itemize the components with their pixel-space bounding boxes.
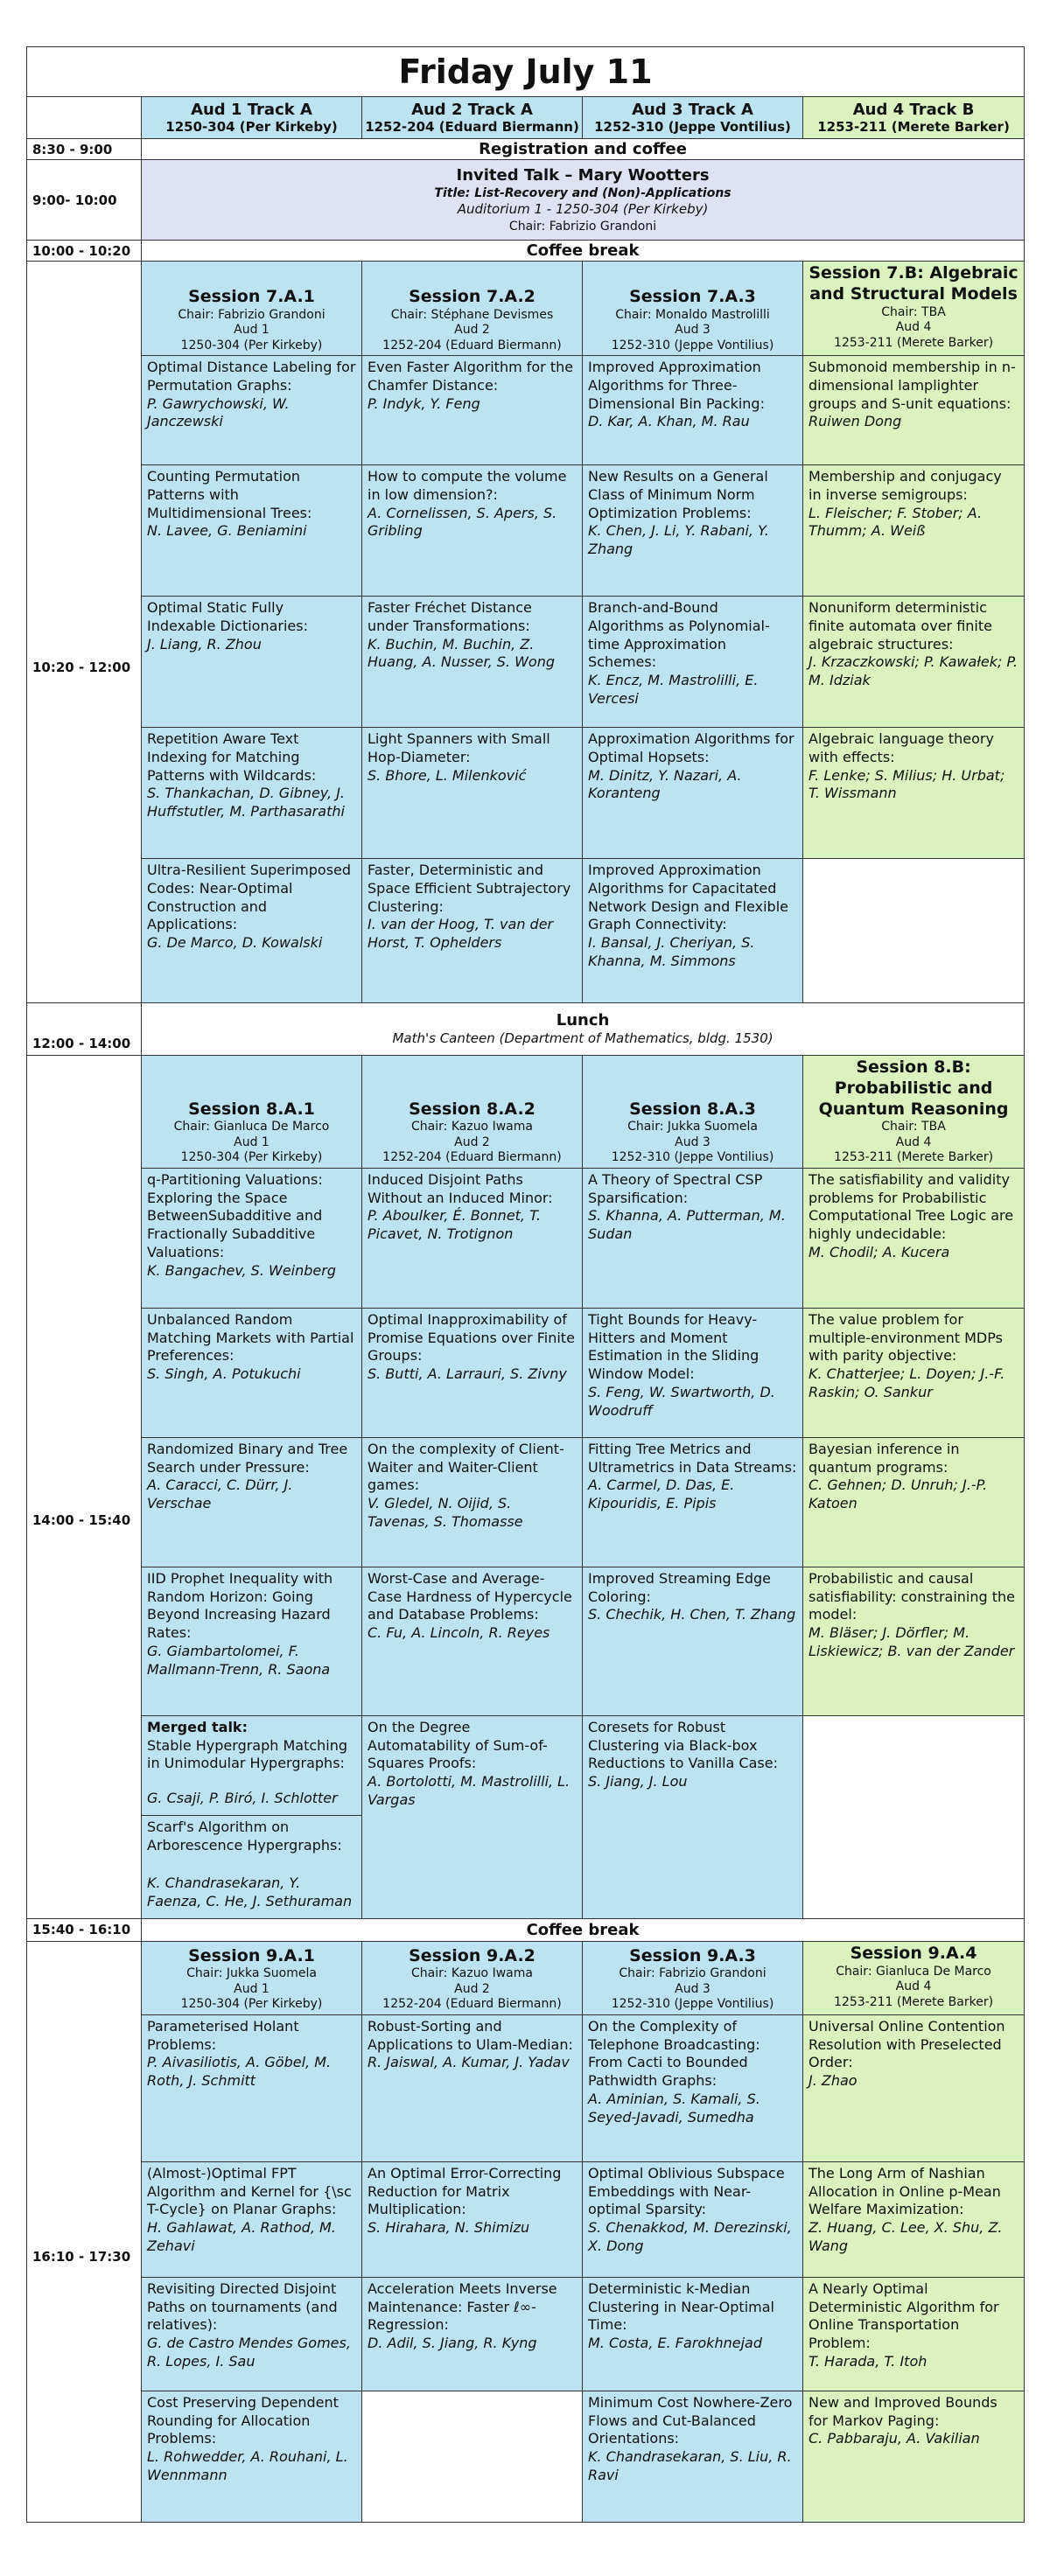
session-chair: Chair: TBA (881, 1120, 946, 1134)
paper-authors: D. Kar, A. Khan, M. Rau (588, 413, 750, 430)
session-name: Session 8.A.1 (188, 1099, 315, 1119)
paper-title: Light Spanners with Small Hop-Diameter: (368, 730, 550, 765)
session-aud: Aud 2 (454, 1981, 490, 1996)
session-header-1 (142, 1941, 362, 2014)
auditorium-header-row (27, 97, 1025, 139)
paper-title: Cost Preserving Dependent Rounding for Allocation Problems: (147, 2393, 339, 2447)
paper-title: An Optimal Error-Correcting Reduction for Matrix Multiplication: (368, 2164, 562, 2218)
paper-authors: S. Chechik, H. Chen, T. Zhang (588, 1606, 796, 1623)
session-room: 1252-310 (Jeppe Vontilius) (611, 1150, 774, 1165)
paper-title: q-Partitioning Valuations: Exploring the Space BetweenSubadditive and Fractionally Subadditive Valuations: (147, 1170, 323, 1260)
table-row (27, 597, 1025, 728)
session-header-row (27, 1941, 1025, 2014)
session-chair: Chair: Jukka Suomela (627, 1120, 758, 1134)
aud-header-2: Aud 2 Track A 1252-204 (Eduard Biermann) (362, 97, 583, 139)
paper-cell (142, 728, 362, 859)
paper-title: IID Prophet Inequality with Random Horizon: Going Beyond Increasing Hazard Rates: (147, 1569, 333, 1642)
session-room: 1252-204 (Eduard Biermann) (382, 338, 562, 353)
session-room: 1250-304 (Per Kirkeby) (180, 1997, 323, 2012)
paper-cell (583, 1168, 803, 1308)
paper-title: Faster Fréchet Distance under Transformations: (368, 599, 532, 634)
session-header-2 (362, 1941, 583, 2014)
lunch-location: Math's Canteen (Department of Mathematics, bldg. 1530) (392, 1030, 774, 1047)
paper-cell (142, 2161, 362, 2277)
invited-chair: Chair: Fabrizio Grandoni (508, 219, 657, 234)
paper-authors: J. Krzaczkowski; P. Kawałek; P. M. Idziak (808, 653, 1018, 689)
table-row (27, 356, 1025, 465)
paper-cell (803, 2014, 1025, 2161)
paper-title: Bayesian inference in quantum programs: (808, 1440, 960, 1476)
session-chair: Chair: Gianluca De Marco (836, 1964, 991, 1979)
session-name: Session 8.A.2 (409, 1099, 536, 1119)
paper-title: Deterministic k-Median Clustering in Near-Optimal Time: (588, 2279, 774, 2334)
session-room: 1252-310 (Jeppe Vontilius) (611, 338, 774, 353)
table-row (27, 465, 1025, 597)
paper-cell (142, 1567, 362, 1715)
session-header-2 (362, 262, 583, 356)
paper-authors: K. Buchin, M. Buchin, Z. Huang, A. Nusser, S. Wong (368, 635, 555, 671)
paper-title: Algebraic language theory with effects: (808, 730, 994, 765)
paper-cell (362, 2161, 583, 2277)
session-aud: Aud 1 (234, 1981, 270, 1996)
session-name: Session 9.A.4 (850, 1943, 977, 1963)
paper-title: New and Improved Bounds for Markov Paging: (808, 2393, 998, 2429)
aud-header-1: Aud 1 Track A 1250-304 (Per Kirkeby) (142, 97, 362, 139)
table-row (27, 859, 1025, 1003)
paper-cell (803, 1308, 1025, 1437)
table-row (27, 2014, 1025, 2161)
paper-cell (362, 1567, 583, 1715)
session-chair: Chair: Gianluca De Marco (173, 1120, 330, 1134)
paper-title: Optimal Inapproximability of Promise Equations over Finite Groups: (368, 1310, 575, 1365)
paper-authors: I. van der Hoog, T. van der Horst, T. Ophelders (368, 916, 554, 952)
session-chair: Chair: Monaldo Mastrolilli (615, 307, 770, 322)
paper-cell (362, 2014, 583, 2161)
session-chair: Chair: Kazuo Iwama (411, 1966, 533, 1981)
paper-cell (803, 1168, 1025, 1308)
session-room: 1253-211 (Merete Barker) (834, 335, 994, 350)
table-row (27, 1567, 1025, 1715)
paper-authors: C. Pabbaraju, A. Vakilian (808, 2430, 980, 2447)
coffee-break: Coffee break (142, 1918, 1025, 1941)
paper-title: On the Complexity of Telephone Broadcasting: From Cacti to Bounded Pathwidth Graphs: (588, 2017, 760, 2090)
paper-title: Ultra-Resilient Superimposed Codes: Near-Optimal Construction and Applications: (147, 862, 352, 933)
session-header-3 (583, 1056, 803, 1169)
session-header-1 (142, 262, 362, 356)
paper-cell (803, 2391, 1025, 2522)
paper-title: Revisiting Directed Disjoint Paths on tournaments (and relatives): (147, 2279, 338, 2334)
paper-authors: G. De Marco, D. Kowalski (147, 934, 323, 952)
paper-title: On the Degree Automatability of Sum-of-Squares Proofs: (368, 1718, 548, 1772)
paper-title: Parameterised Holant Problems: (147, 2017, 299, 2053)
session-room: 1252-204 (Eduard Biermann) (382, 1150, 562, 1165)
session-header-4 (803, 262, 1025, 356)
paper-authors: A. Cornelissen, S. Apers, S. Gribling (368, 504, 557, 540)
paper-authors: A. Bortolotti, M. Mastrolilli, L. Vargas (368, 1773, 570, 1808)
paper-authors: A. Aminian, S. Kamali, S. Seyed-Javadi, Sumedha (588, 2090, 760, 2126)
paper-authors: S. Butti, A. Larrauri, S. Zivny (368, 1365, 567, 1383)
paper-title: Worst-Case and Average-Case Hardness of Hypercycle and Database Problems: (368, 1569, 572, 1623)
paper-title: The value problem for multiple-environment MDPs with parity objective: (808, 1310, 1003, 1365)
merged-talk-label: Merged talk: (147, 1718, 248, 1735)
session-header-4 (803, 1941, 1025, 2014)
paper-title: On the complexity of Client-Waiter and Waiter-Client games: (368, 1440, 564, 1494)
session-aud: Aud 3 (675, 323, 710, 337)
session-room: 1250-304 (Per Kirkeby) (180, 338, 323, 353)
session-header-2 (362, 1056, 583, 1169)
paper-authors: P. Gawrychowski, W. Janczewski (147, 394, 290, 430)
paper-cell (803, 728, 1025, 859)
paper-title: Counting Permutation Patterns with Multidimensional Trees: (147, 468, 312, 521)
paper-authors: S. Singh, A. Potukuchi (147, 1365, 301, 1383)
paper-title: Stable Hypergraph Matching in Unimodular Hypergraphs: (147, 1736, 348, 1772)
paper-title: Improved Approximation Algorithms for Three-Dimensional Bin Packing: (588, 359, 765, 412)
paper-authors: D. Adil, S. Jiang, R. Kyng (368, 2335, 537, 2352)
session-aud: Aud 2 (454, 323, 490, 337)
session-room: 1252-310 (Jeppe Vontilius) (611, 1997, 774, 2012)
paper-cell (362, 1168, 583, 1308)
paper-authors: G. Giambartolomei, F. Mallmann-Trenn, R. Saona (147, 1642, 331, 1678)
session-aud: Aud 4 (895, 320, 932, 334)
paper-cell (803, 2161, 1025, 2277)
session-header-1 (142, 1056, 362, 1169)
time-slot: 16:10 - 17:30 (27, 1941, 142, 2522)
paper-title: Optimal Static Fully Indexable Dictionaries: (147, 599, 308, 634)
paper-authors: S. Chenakkod, M. Derezinski, X. Dong (588, 2219, 792, 2254)
paper-title: Faster, Deterministic and Space Efficient Subtrajectory Clustering: (368, 862, 571, 915)
paper-cell (803, 465, 1025, 597)
paper-authors: M. Costa, E. Farokhnejad (588, 2335, 762, 2352)
session-name: Session 8.A.3 (629, 1099, 756, 1119)
paper-cell (583, 465, 803, 597)
paper-authors: K. Encz, M. Mastrolilli, E. Vercesi (588, 672, 759, 707)
table-row (27, 2161, 1025, 2277)
session-room: 1253-211 (Merete Barker) (834, 1994, 994, 2009)
paper-cell (362, 1715, 583, 1918)
session-name: Session 7.A.3 (629, 286, 756, 306)
aud-header-4: Aud 4 Track B 1253-211 (Merete Barker) (803, 97, 1025, 139)
paper-cell (583, 2277, 803, 2391)
paper-cell (583, 859, 803, 1003)
paper-authors: S. Feng, W. Swartworth, D. Woodruff (588, 1383, 775, 1419)
session-header-4 (803, 1056, 1025, 1169)
session-name: Session 8.B: Probabilistic and Quantum Reasoning (818, 1058, 1009, 1119)
lunch-title: Lunch (556, 1011, 610, 1030)
aud-header-3: Aud 3 Track A 1252-310 (Jeppe Vontilius) (583, 97, 803, 139)
paper-authors: J. Liang, R. Zhou (147, 635, 262, 653)
paper-title: (Almost-)Optimal FPT Algorithm and Kernel for {\sc T-Cycle} on Planar Graphs: (147, 2164, 352, 2218)
paper-cell (142, 2014, 362, 2161)
session-aud: Aud 4 (895, 1979, 932, 1993)
paper-title: Robust-Sorting and Applications to Ulam-Median: (368, 2017, 573, 2053)
session-room: 1253-211 (Merete Barker) (834, 1150, 994, 1165)
time-slot: 15:40 - 16:10 (27, 1918, 142, 1941)
paper-title: A Nearly Optimal Deterministic Algorithm for Online Transportation Problem: (808, 2279, 999, 2352)
paper-authors: Z. Huang, C. Lee, X. Shu, Z. Wang (808, 2219, 1003, 2254)
paper-authors: I. Bansal, J. Cheriyan, S. Khanna, M. Simmons (588, 934, 755, 969)
paper-cell (583, 597, 803, 728)
paper-title: How to compute the volume in low dimension?: (368, 468, 567, 503)
session-name: Session 7.A.2 (409, 286, 536, 306)
paper-authors: N. Lavee, G. Beniamini (147, 522, 307, 540)
paper-title: A Theory of Spectral CSP Sparsification: (588, 1170, 763, 1206)
paper-authors: L. Rohwedder, A. Rouhani, L. Wennmann (147, 2448, 348, 2483)
paper-cell (803, 1437, 1025, 1567)
paper-title: Randomized Binary and Tree Search under Pressure: (147, 1440, 348, 1476)
time-slot: 14:00 - 15:40 (27, 1056, 142, 1919)
paper-cell (583, 1715, 803, 1918)
paper-title: Nonuniform deterministic finite automata over finite algebraic structures: (808, 599, 992, 653)
session-name: Session 9.A.2 (409, 1945, 536, 1965)
session-name: Session 7.A.1 (188, 286, 315, 306)
paper-authors: A. Caracci, C. Dürr, J. Verschae (147, 1476, 293, 1512)
paper-authors: S. Khanna, A. Putterman, M. Sudan (588, 1207, 786, 1243)
paper-authors: J. Zhao (808, 2072, 858, 2090)
registration-row: Registration and coffee (142, 139, 1025, 160)
paper-cell (803, 356, 1025, 465)
paper-cell (142, 356, 362, 465)
paper-title: Tight Bounds for Heavy-Hitters and Moment Estimation in the Sliding Window Model: (588, 1310, 760, 1383)
paper-authors: A. Carmel, D. Das, E. Kipouridis, E. Pipis (588, 1476, 735, 1512)
paper-cell (142, 465, 362, 597)
session-chair: Chair: Fabrizio Grandoni (619, 1966, 766, 1981)
paper-cell (362, 1437, 583, 1567)
paper-cell (362, 1308, 583, 1437)
session-chair: Chair: Stéphane Devismes (390, 307, 554, 322)
session-aud: Aud 2 (454, 1134, 490, 1149)
paper-cell (362, 2277, 583, 2391)
paper-cell (142, 1437, 362, 1567)
paper-authors: S. Bhore, L. Milenković (368, 766, 527, 784)
paper-authors: M. Chodil; A. Kucera (808, 1243, 950, 1260)
table-row (27, 1308, 1025, 1437)
paper-title: Coresets for Robust Clustering via Black-box Reductions to Vanilla Case: (588, 1718, 778, 1772)
paper-authors: F. Lenke; S. Milius; H. Urbat; T. Wissmann (808, 766, 1005, 802)
paper-authors: T. Harada, T. Itoh (808, 2352, 928, 2370)
paper-cell (142, 597, 362, 728)
page-title: Friday July 11 (27, 47, 1025, 97)
session-room: 1250-304 (Per Kirkeby) (180, 1150, 323, 1165)
session-header-row (27, 1056, 1025, 1169)
empty-cell (803, 1715, 1025, 1918)
paper-title: The satisfiability and validity problems for Probabilistic Computational Tree Logic are highly undecidable: (808, 1170, 1014, 1243)
time-slot: 10:20 - 12:00 (27, 262, 142, 1003)
paper-authors: M. Bläser; J. Dörfler; M. Liskiewicz; B. van der Zander (808, 1624, 1015, 1659)
table-row (27, 1437, 1025, 1567)
paper-title: Membership and conjugacy in inverse semigroups: (808, 468, 1002, 503)
paper-cell (583, 1567, 803, 1715)
paper-title: Approximation Algorithms for Optimal Hopsets: (588, 730, 794, 765)
paper-cell (142, 1308, 362, 1437)
paper-cell (362, 597, 583, 728)
schedule-table (26, 46, 1025, 2523)
merged-talk-cell (142, 1715, 362, 1918)
paper-cell (142, 2391, 362, 2522)
table-row (27, 1715, 1025, 1918)
empty-cell (803, 859, 1025, 1003)
paper-title: Minimum Cost Nowhere-Zero Flows and Cut-Balanced Orientations: (588, 2393, 793, 2447)
session-aud: Aud 1 (234, 1134, 270, 1149)
paper-title: New Results on a General Class of Minimum Norm Optimization Problems: (588, 468, 768, 521)
paper-title: Optimal Distance Labeling for Permutation Graphs: (147, 359, 356, 394)
session-name: Session 7.B: Algebraic and Structural Models (808, 263, 1018, 304)
paper-title: Even Faster Algorithm for the Chamfer Distance: (368, 359, 574, 394)
paper-authors: Ruiwen Dong (808, 413, 902, 430)
paper-authors: R. Jaiswal, A. Kumar, J. Yadav (368, 2054, 570, 2071)
invited-title: Invited Talk – Mary Wootters (456, 165, 710, 185)
time-slot: 10:00 - 10:20 (27, 241, 142, 262)
paper-title: Universal Online Contention Resolution with Preselected Order: (808, 2017, 1005, 2071)
paper-title: Improved Approximation Algorithms for Capacitated Network Design and Flexible Graph Connectivity: (588, 862, 788, 933)
session-chair: Chair: Jukka Suomela (186, 1966, 317, 1981)
session-name: Session 9.A.1 (188, 1945, 315, 1965)
paper-authors: S. Jiang, J. Lou (588, 1773, 688, 1791)
paper-authors: G. Csaji, P. Biró, I. Schlotter (147, 1789, 338, 1806)
paper-cell (362, 356, 583, 465)
paper-authors: S. Hirahara, N. Shimizu (368, 2219, 530, 2237)
coffee-break: Coffee break (142, 241, 1025, 262)
paper-authors: V. Gledel, N. Oijid, S. Tavenas, S. Thomasse (368, 1495, 523, 1530)
session-aud: Aud 1 (234, 323, 270, 337)
paper-cell (142, 859, 362, 1003)
paper-cell (362, 859, 583, 1003)
paper-authors: K. Chen, J. Li, Y. Rabani, Y. Zhang (588, 522, 769, 558)
paper-authors: H. Gahlawat, A. Rathod, M. Zehavi (147, 2219, 336, 2254)
paper-title: Branch-and-Bound Algorithms as Polynomial-time Approximation Schemes: (588, 599, 770, 671)
table-row (27, 1168, 1025, 1308)
paper-authors: C. Fu, A. Lincoln, R. Reyes (368, 1624, 550, 1642)
paper-authors: G. de Castro Mendes Gomes, R. Lopes, I. Sau (147, 2335, 351, 2370)
invited-talk (142, 160, 1025, 241)
paper-cell (583, 1437, 803, 1567)
paper-title: Fitting Tree Metrics and Ultrametrics in Data Streams: (588, 1440, 797, 1476)
paper-title: Induced Disjoint Paths Without an Induced Minor: (368, 1170, 553, 1206)
paper-authors: K. Chandrasekaran, Y. Faenza, C. He, J. Sethuraman (147, 1874, 353, 1909)
paper-cell (362, 728, 583, 859)
paper-authors: C. Gehnen; D. Unruh; J.-P. Katoen (808, 1476, 988, 1512)
invited-subtitle: Title: List-Recovery and (Non)-Applications (434, 186, 732, 201)
time-slot: 12:00 - 14:00 (27, 1003, 142, 1056)
paper-title: Probabilistic and causal satisfiability: constraining the model: (808, 1569, 1016, 1623)
session-chair: Chair: Fabrizio Grandoni (178, 307, 326, 322)
lunch-row (142, 1003, 1025, 1056)
paper-cell (803, 1567, 1025, 1715)
paper-title: Improved Streaming Edge Coloring: (588, 1569, 772, 1605)
paper-title: The Long Arm of Nashian Allocation in Online p-Mean Welfare Maximization: (808, 2164, 1001, 2218)
empty-cell (362, 2391, 583, 2522)
invited-location: Auditorium 1 - 1250-304 (Per Kirkeby) (457, 201, 709, 218)
session-aud: Aud 4 (895, 1134, 932, 1149)
paper-cell (583, 728, 803, 859)
paper-cell (803, 597, 1025, 728)
paper-authors: K. Chandrasekaran, S. Liu, R. Ravi (588, 2448, 792, 2483)
session-header-3 (583, 1941, 803, 2014)
paper-authors: K. Chatterjee; L. Doyen; J.-F. Raskin; O. Sankur (808, 1365, 1005, 1400)
paper-authors: K. Bangachev, S. Weinberg (147, 1261, 336, 1279)
paper-title: Optimal Oblivious Subspace Embeddings with Near-optimal Sparsity: (588, 2164, 785, 2218)
paper-authors: P. Aivasiliotis, A. Göbel, M. Roth, J. Schmitt (147, 2054, 332, 2090)
session-aud: Aud 3 (675, 1134, 710, 1149)
paper-title: Repetition Aware Text Indexing for Matching Patterns with Wildcards: (147, 730, 317, 784)
paper-authors: P. Aboulker, É. Bonnet, T. Picavet, N. Trotignon (368, 1207, 542, 1243)
paper-cell (803, 2277, 1025, 2391)
session-room: 1252-204 (Eduard Biermann) (382, 1997, 562, 2012)
paper-authors: L. Fleischer; F. Stober; A. Thumm; A. Weiß (808, 504, 983, 540)
session-chair: Chair: TBA (881, 304, 946, 319)
paper-title: Submonoid membership in n-dimensional lamplighter groups and S-unit equations: (808, 359, 1016, 412)
paper-title: Acceleration Meets Inverse Maintenance: Faster ℓ∞-Regression: (368, 2279, 557, 2334)
paper-cell (583, 356, 803, 465)
time-slot: 9:00- 10:00 (27, 160, 142, 241)
paper-authors: S. Thankachan, D. Gibney, J. Huffstutler, M. Parthasarathi (147, 785, 345, 820)
paper-title: Unbalanced Random Matching Markets with Partial Preferences: (147, 1310, 354, 1365)
session-header-row (27, 262, 1025, 356)
paper-cell (142, 1168, 362, 1308)
paper-cell (583, 2391, 803, 2522)
session-aud: Aud 3 (675, 1981, 710, 1996)
session-chair: Chair: Kazuo Iwama (411, 1120, 533, 1134)
table-row (27, 728, 1025, 859)
paper-authors: P. Indyk, Y. Feng (368, 394, 480, 412)
session-name: Session 9.A.3 (629, 1945, 756, 1965)
paper-authors: M. Dinitz, Y. Nazari, A. Koranteng (588, 766, 742, 802)
table-row (27, 2391, 1025, 2522)
paper-cell (362, 465, 583, 597)
paper-cell (583, 2161, 803, 2277)
session-header-3 (583, 262, 803, 356)
time-slot: 8:30 - 9:00 (27, 139, 142, 160)
paper-cell (142, 2277, 362, 2391)
paper-title: Scarf's Algorithm on Arborescence Hypergraphs: (147, 1818, 342, 1853)
paper-cell (583, 1308, 803, 1437)
paper-cell (583, 2014, 803, 2161)
table-row (27, 2277, 1025, 2391)
